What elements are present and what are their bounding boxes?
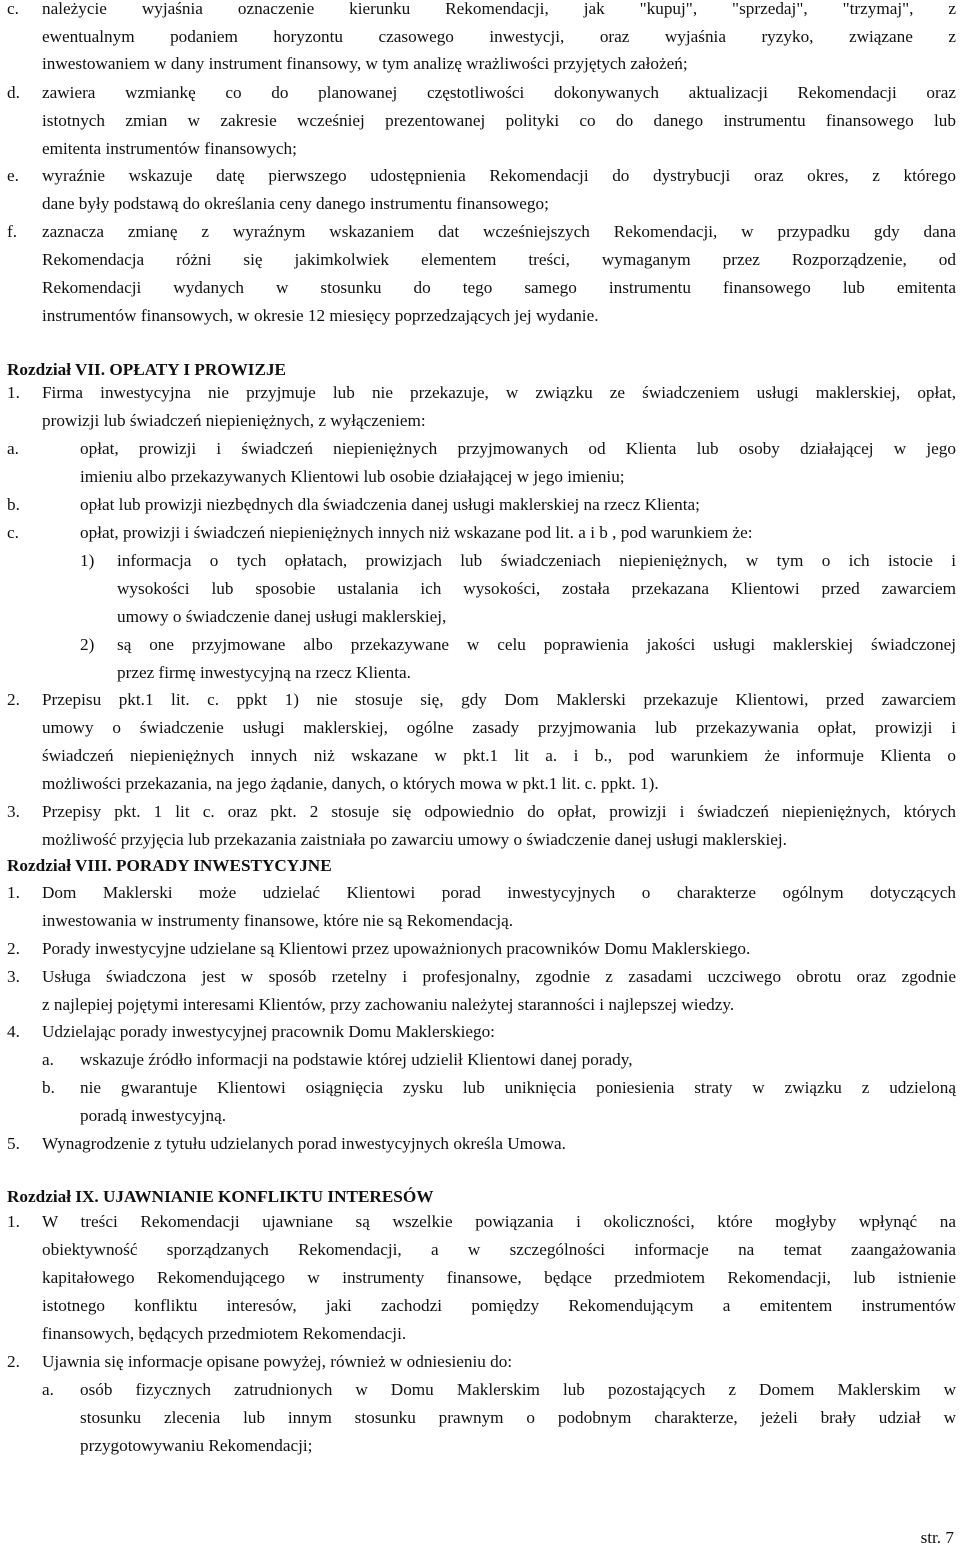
text-line: Udzielając porady inwestycyjnej pracownik Domu Maklerskiego: [42, 1022, 495, 1041]
item-label: e. [7, 166, 19, 185]
chapter-heading: Rozdział VIII. PORADY INWESTYCYJNE [7, 856, 332, 875]
text-line: zawiera wzmiankę co do planowanej częstotliwości dokonywanych aktualizacji Rekomendacji oraz [42, 83, 956, 102]
chapter-heading: Rozdział VII. OPŁATY I PROWIZJE [7, 360, 287, 379]
text-line: Przepisu pkt.1 lit. c. ppkt 1) nie stosuje się, gdy Dom Maklerski przekazuje Klientowi, przed zawarciem [42, 690, 956, 709]
text-line: umowy o świadczenie usługi maklerskiej, ogólne zasady przyjmowania lub przekazywania opłat, prowizji i [42, 718, 956, 737]
text-line: inwestowania w instrumenty finansowe, które nie są Rekomendacją. [42, 911, 514, 930]
item-label: 5. [7, 1134, 20, 1153]
item-label: a. [42, 1380, 54, 1399]
text-line: Rekomendacja różni się jakimkolwiek elementem treści, wymaganym przez Rozporządzenie, od [42, 250, 956, 269]
text-line: W treści Rekomendacji ujawniane są wszelkie powiązania i okoliczności, które mogłyby wpłynąć na [42, 1212, 956, 1231]
text-line: opłat, prowizji i świadczeń niepieniężnych przyjmowanych od Klienta lub osoby działającej w jego [80, 439, 956, 458]
text-line: zaznacza zmianę z wyraźnym wskazaniem dat wcześniejszych Rekomendacji, w przypadku gdy dana [42, 222, 956, 241]
item-label: f. [7, 222, 18, 241]
text-line: instrumentów finansowych, w okresie 12 miesięcy poprzedzających jej wydanie. [42, 306, 599, 325]
text-line: Firma inwestycyjna nie przyjmuje lub nie przekazuje, w związku ze świadczeniem usługi maklerskiej, opłat, [42, 383, 956, 402]
text-line: opłat, prowizji i świadczeń niepieniężnych innych niż wskazane pod lit. a i b , pod warunkiem że: [80, 523, 753, 542]
item-label: d. [7, 83, 20, 102]
text-line: poradą inwestycyjną. [80, 1106, 227, 1125]
text-line: Rekomendacji wydanych w stosunku do tego samego instrumentu finansowego lub emitenta [42, 278, 956, 297]
item-label: 1. [7, 383, 20, 402]
text-line: imieniu albo przekazywanych Klientowi lub osobie działającej w jego imieniu; [80, 467, 625, 486]
text-line: umowy o świadczenie danej usługi maklerskiej, [117, 607, 447, 626]
text-line: wskazuje źródło informacji na podstawie której udzielił Klientowi danej porady, [80, 1050, 633, 1069]
text-line: Porady inwestycyjne udzielane są Klientowi przez upoważnionych pracowników Domu Maklerskiego. [42, 939, 751, 958]
item-label: b. [42, 1078, 55, 1097]
item-label: a. [7, 439, 19, 458]
text-line: istotnego konfliktu interesów, jaki zachodzi pomiędzy Rekomendującym a emitentem instrumentów [42, 1296, 956, 1315]
text-line: wysokości lub sposobie ustalania ich wysokości, została przekazana Klientowi przed zawarciem [117, 579, 956, 598]
text-line: opłat lub prowizji niezbędnych dla świadczenia danej usługi maklerskiej na rzecz Klienta; [80, 495, 700, 514]
item-label: 2) [80, 635, 95, 654]
text-line: nie gwarantuje Klientowi osiągnięcia zysku lub uniknięcia poniesienia straty w związku z udzieloną [80, 1078, 956, 1097]
text-line: wyraźnie wskazuje datę pierwszego udostępnienia Rekomendacji do dystrybucji oraz okres, z którego [42, 166, 956, 185]
text-line: Przepisy pkt. 1 lit c. oraz pkt. 2 stosuje się odpowiednio do opłat, prowizji i świadczeń niepieniężnych, których [42, 802, 956, 821]
item-label: 3. [7, 967, 20, 986]
chapter-heading: Rozdział IX. UJAWNIANIE KONFLIKTU INTERESÓW [7, 1187, 434, 1206]
text-line: ewentualnym podaniem horyzontu czasowego inwestycji, oraz wyjaśnia ryzyko, związane z [42, 27, 956, 46]
item-label: c. [7, 523, 19, 542]
item-label: 2. [7, 690, 20, 709]
text-line: stosunku zlecenia lub innym stosunku prawnym o podobnym charakterze, jeżeli brały udział w [80, 1408, 956, 1427]
text-line: emitenta instrumentów finansowych; [42, 139, 297, 158]
text-line: świadczeń niepieniężnych innych niż wskazane w pkt.1 lit a. i b., pod warunkiem że informuje Klienta o [42, 746, 956, 765]
text-line: przez firmę inwestycyjną na rzecz Klienta. [117, 663, 411, 682]
text-line: prowizji lub świadczeń niepieniężnych, z wyłączeniem: [42, 411, 426, 430]
text-line: finansowych, będących przedmiotem Rekomendacji. [42, 1324, 407, 1343]
text-line: Wynagrodzenie z tytułu udzielanych porad inwestycyjnych określa Umowa. [42, 1134, 566, 1153]
item-label: 1) [80, 551, 95, 570]
item-label: 1. [7, 1212, 20, 1231]
item-label: 1. [7, 883, 20, 902]
text-line: Dom Maklerski może udzielać Klientowi porad inwestycyjnych o charakterze ogólnym dotyczących [42, 883, 956, 902]
item-label: b. [7, 495, 20, 514]
text-line: z najlepiej pojętymi interesami Klientów, przy zachowaniu należytej staranności i najlepszej wiedzy. [42, 995, 735, 1014]
text-line: kapitałowego Rekomendującego w instrumenty finansowe, będące przedmiotem Rekomendacji, lub istnienie [42, 1268, 956, 1287]
item-label: 3. [7, 802, 20, 821]
text-line: należycie wyjaśnia oznaczenie kierunku Rekomendacji, jak "kupuj", "sprzedaj", "trzymaj", z [42, 0, 956, 18]
text-line: istotnych zmian w zakresie wcześniej prezentowanej polityki co do danego instrumentu finansowego lub [42, 111, 956, 130]
text-line: osób fizycznych zatrudnionych w Domu Maklerskim lub pozostających z Domem Maklerskim w [80, 1380, 956, 1399]
item-label: a. [42, 1050, 54, 1069]
text-line: Ujawnia się informacje opisane powyżej, również w odniesieniu do: [42, 1352, 513, 1371]
text-line: dane były podstawą do określania ceny danego instrumentu finansowego; [42, 194, 549, 213]
text-line: możliwości przekazania, na jego żądanie, danych, o których mowa w pkt.1 lit. c. ppkt. 1). [42, 774, 659, 793]
text-line: są one przyjmowane albo przekazywane w celu poprawienia jakości usługi maklerskiej świadczonej [117, 635, 956, 654]
text-line: Usługa świadczona jest w sposób rzetelny i profesjonalny, zgodnie z zasadami uczciwego obrotu oraz zgodnie [42, 967, 956, 986]
text-line: obiektywność sporządzanych Rekomendacji, a w szczególności informacje na temat zaangażowania [42, 1240, 956, 1259]
text-line: informacja o tych opłatach, prowizjach lub świadczeniach niepieniężnych, w tym o ich istocie i [117, 551, 956, 570]
page-number: str. 7 [920, 1528, 954, 1547]
text-line: przygotowywaniu Rekomendacji; [80, 1436, 313, 1455]
item-label: 4. [7, 1022, 20, 1041]
item-label: 2. [7, 1352, 20, 1371]
item-label: c. [7, 0, 19, 18]
item-label: 2. [7, 939, 20, 958]
text-line: inwestowaniem w dany instrument finansowy, w tym analizę wrażliwości przyjętych założeń; [42, 54, 688, 73]
text-line: możliwość przyjęcia lub przekazania zaistniała po zawarciu umowy o świadczenie danej usługi maklerskiej. [42, 830, 787, 849]
